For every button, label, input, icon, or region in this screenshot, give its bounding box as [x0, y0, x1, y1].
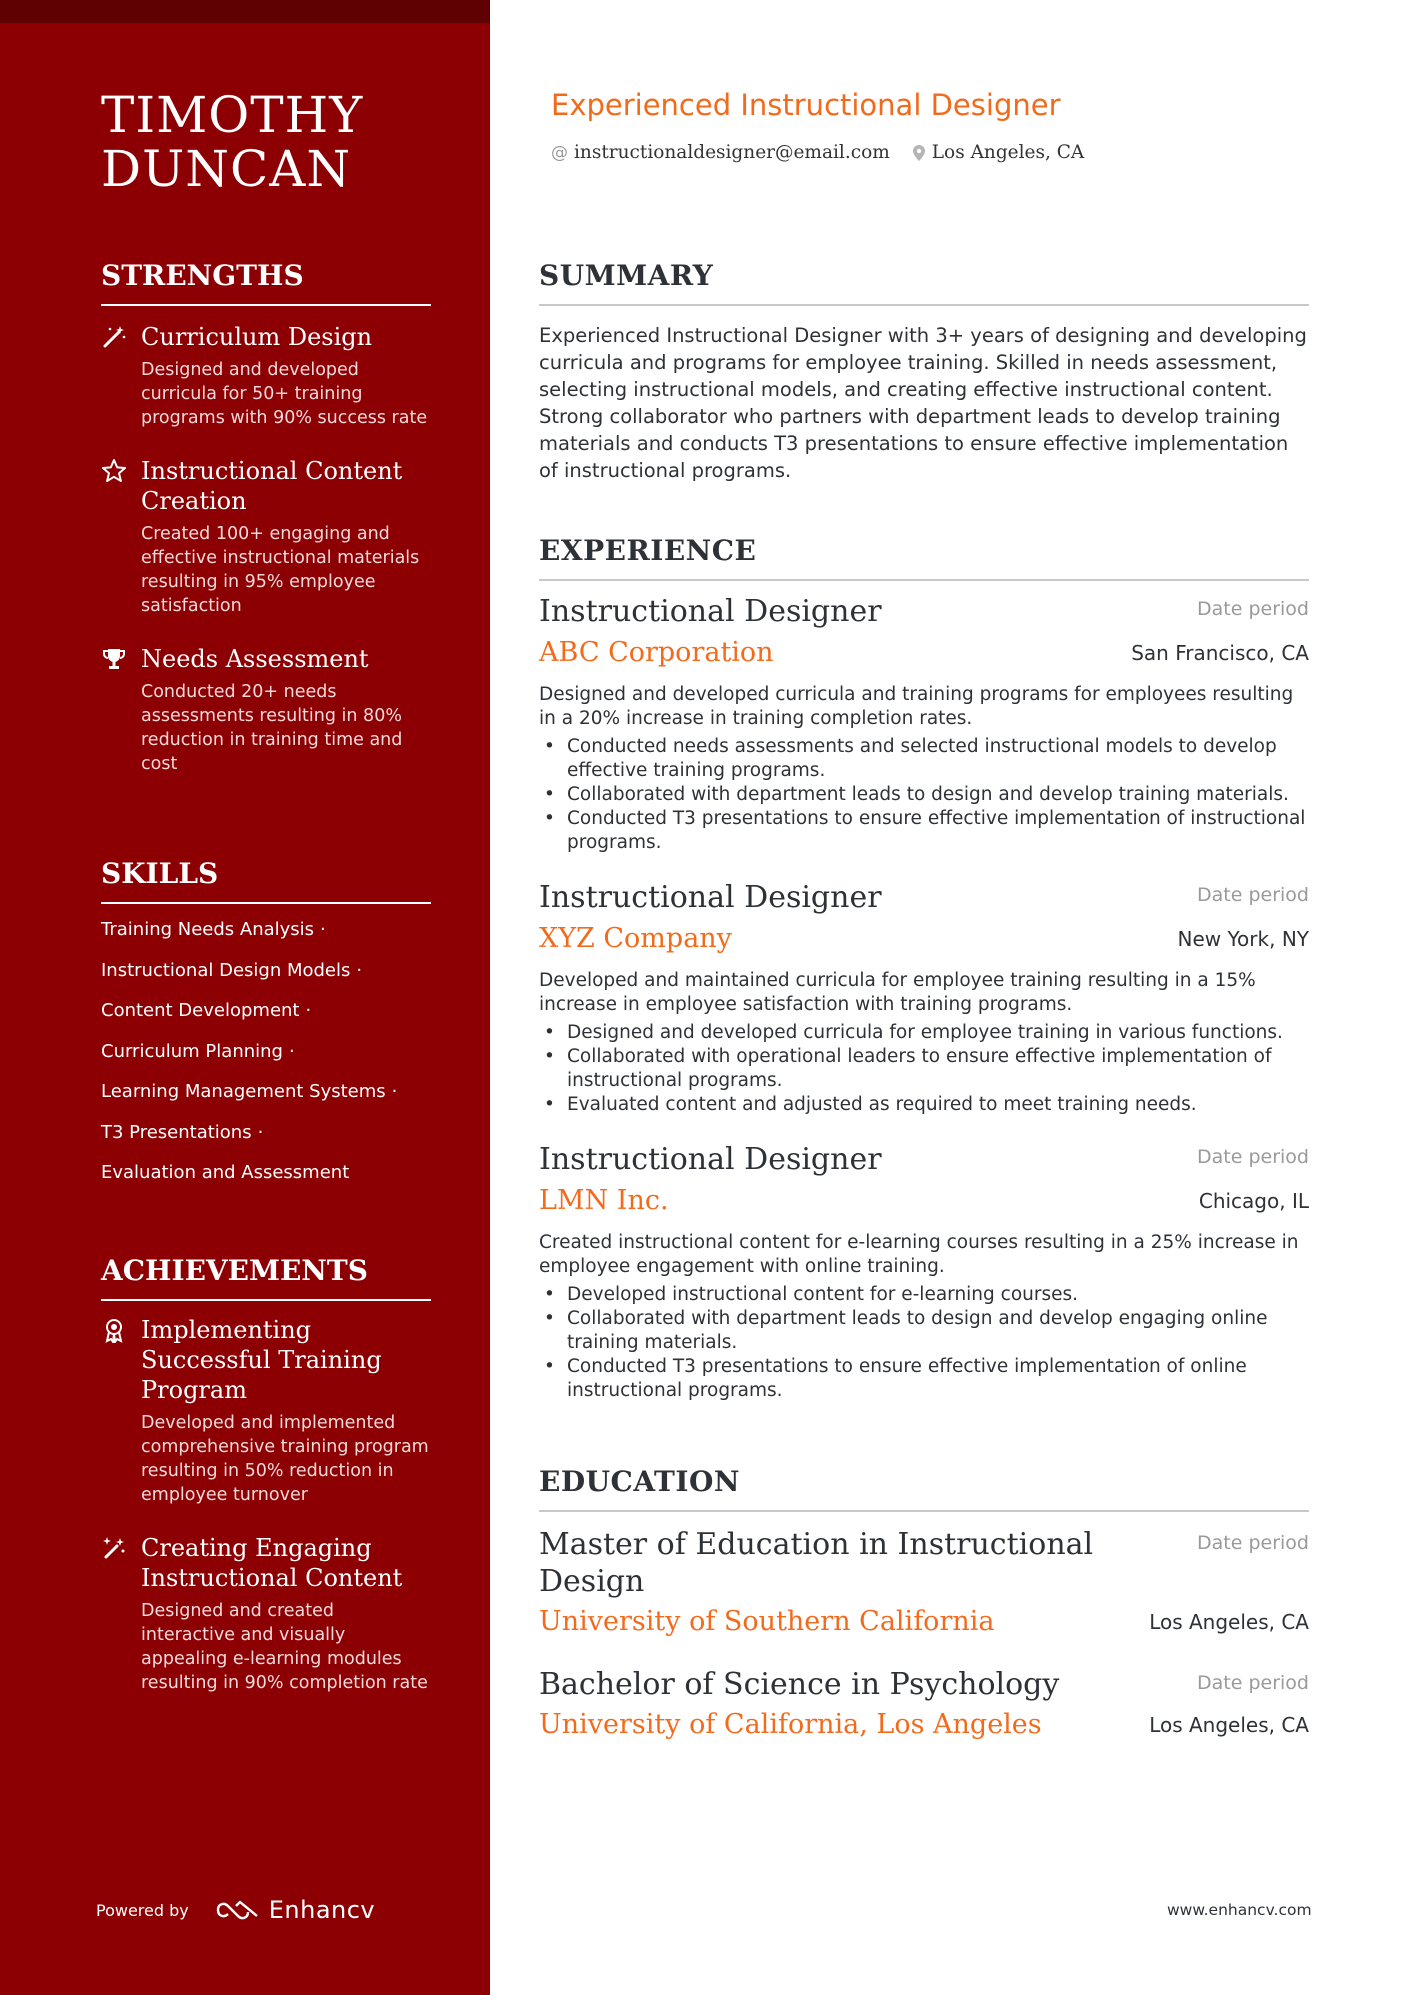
email-text: instructionaldesigner@email.com — [574, 142, 890, 163]
achievements-section — [101, 1253, 431, 1695]
location-pin-icon — [912, 144, 926, 162]
achievement-title: Implementing Successful Training Program — [141, 1316, 382, 1404]
skills-list — [101, 918, 431, 1185]
education-date: Date period — [1197, 1672, 1309, 1694]
strength-item — [101, 456, 431, 618]
experience-heading: EXPERIENCE — [539, 533, 1309, 581]
strength-desc: Conducted 20+ needs assessments resulting in 80% reduction in training time and cost — [141, 682, 403, 774]
summary-heading: SUMMARY — [539, 258, 1309, 306]
education-entry — [539, 1666, 1309, 1747]
job-location: San Francisco, CA — [1131, 641, 1309, 665]
achievements-heading: ACHIEVEMENTS — [101, 1253, 431, 1301]
at-icon: @ — [551, 142, 568, 163]
contact-info — [551, 142, 1106, 163]
footer-url[interactable]: www.enhancv.com — [1167, 1901, 1312, 1919]
strength-title: Curriculum Design — [141, 323, 373, 351]
strengths-section — [101, 258, 431, 776]
job-entry — [539, 593, 1309, 855]
achievement-item — [101, 1533, 431, 1695]
job-description: Created instructional content for e-learning courses resulting in a 25% increase in employee engagement with online training. — [539, 1232, 1299, 1277]
strength-desc: Designed and developed curricula for 50+ training programs with 90% success rate — [141, 360, 428, 428]
job-bullet: • Collaborated with operational leaders to ensure effective implementation of instructional programs. — [539, 1045, 1309, 1093]
summary-text: Experienced Instructional Designer with 3+ years of designing and developing curricula and programs for employee training. Skilled in needs assessment, selecting instructional models, and creating effective instructional content. Strong collaborator who partners with department leads to develop training materials and conducts T3 presentations to ensure effective implementation of instructional programs. — [539, 324, 1307, 482]
job-bullet: • Developed instructional content for e-learning courses. — [539, 1283, 1309, 1307]
job-company: LMN Inc. — [539, 1185, 669, 1216]
star-icon — [101, 458, 127, 484]
last-name: DUNCAN — [101, 140, 352, 198]
skill-item: Content Development · — [101, 1000, 312, 1021]
job-date: Date period — [1197, 598, 1309, 620]
job-bullet: • Collaborated with department leads to design and develop training materials. — [539, 783, 1309, 807]
job-bullet: • Conducted needs assessments and selected instructional models to develop effective training programs. — [539, 735, 1309, 783]
job-entry — [539, 1141, 1309, 1403]
powered-by-label: Powered by — [96, 1900, 189, 1920]
strength-title: Needs Assessment — [141, 645, 369, 673]
achievement-item — [101, 1315, 431, 1507]
first-name: TIMOTHY — [101, 86, 364, 144]
skill-item: Instructional Design Models · — [101, 959, 363, 981]
skill-item: Learning Management Systems · — [101, 1081, 398, 1102]
school-name: University of California, Los Angeles — [539, 1709, 1042, 1740]
job-company: ABC Corporation — [539, 637, 774, 668]
skills-section — [101, 856, 431, 1202]
job-company: XYZ Company — [539, 923, 732, 954]
candidate-name — [101, 88, 461, 196]
job-date: Date period — [1197, 884, 1309, 906]
job-description: Designed and developed curricula and training programs for employees resulting in a 20% increase in training completion rates. — [539, 684, 1294, 729]
job-bullets — [539, 1021, 1309, 1117]
degree-title: Bachelor of Science in Psychology — [539, 1667, 1060, 1702]
contact-email[interactable] — [551, 142, 890, 163]
trophy-icon — [101, 646, 127, 672]
award-medal-icon — [101, 1317, 127, 1343]
job-title: Instructional Designer — [539, 1142, 882, 1177]
achievement-title: Creating Engaging Instructional Content — [141, 1534, 403, 1592]
job-bullet: • Evaluated content and adjusted as required to meet training needs. — [539, 1093, 1309, 1117]
skill-item: T3 Presentations · — [101, 1121, 264, 1143]
job-bullets — [539, 1283, 1309, 1403]
strength-desc: Created 100+ engaging and effective instructional materials resulting in 95% employee satisfaction — [141, 524, 420, 616]
magic-wand-icon — [101, 324, 127, 350]
achievement-desc: Developed and implemented comprehensive training program resulting in 50% reduction in employee turnover — [141, 1413, 429, 1505]
job-bullets — [539, 735, 1309, 855]
strengths-heading: STRENGTHS — [101, 258, 431, 306]
experience-section — [539, 533, 1309, 1403]
school-name: University of Southern California — [539, 1606, 995, 1637]
job-location: New York, NY — [1177, 927, 1309, 951]
contact-location — [912, 142, 1085, 163]
sidebar-top-bar — [0, 0, 490, 23]
job-bullet: • Designed and developed curricula for employee training in various functions. — [539, 1021, 1309, 1045]
job-bullet: • Conducted T3 presentations to ensure effective implementation of online instructional programs. — [539, 1355, 1309, 1403]
education-section — [539, 1464, 1309, 1747]
education-date: Date period — [1197, 1532, 1309, 1554]
education-entry — [539, 1526, 1309, 1644]
strength-item — [101, 322, 431, 430]
education-heading: EDUCATION — [539, 1464, 1309, 1512]
job-location: Chicago, IL — [1198, 1189, 1309, 1213]
school-location: Los Angeles, CA — [1149, 1610, 1309, 1634]
degree-title: Master of Education in Instructional Design — [539, 1527, 1094, 1599]
location-text: Los Angeles, CA — [931, 142, 1085, 163]
sidebar — [0, 0, 490, 1995]
job-bullet: • Collaborated with department leads to design and develop engaging online training materials. — [539, 1307, 1309, 1355]
skill-item: Training Needs Analysis · — [101, 919, 326, 940]
skills-heading: SKILLS — [101, 856, 431, 904]
job-date: Date period — [1197, 1146, 1309, 1168]
job-description: Developed and maintained curricula for employee training resulting in a 15% increase in employee satisfaction with training programs. — [539, 970, 1256, 1015]
strength-item — [101, 644, 431, 776]
enhancv-logo[interactable] — [215, 1896, 375, 1924]
job-title: Instructional Designer — [539, 880, 882, 915]
job-bullet: • Conducted T3 presentations to ensure effective implementation of instructional programs. — [539, 807, 1309, 855]
sparkle-wand-icon — [101, 1535, 127, 1561]
job-entry — [539, 879, 1309, 1117]
job-title: Instructional Designer — [539, 594, 882, 629]
summary-section — [539, 258, 1309, 484]
enhancv-logo-icon — [215, 1899, 261, 1921]
powered-by — [96, 1896, 375, 1924]
skill-item: Curriculum Planning · — [101, 1040, 295, 1062]
skill-item: Evaluation and Assessment — [101, 1162, 350, 1183]
enhancv-brand: Enhancv — [268, 1896, 376, 1924]
achievement-desc: Designed and created interactive and visually appealing e-learning modules resulting in 90% completion rate — [141, 1601, 428, 1693]
headline: Experienced Instructional Designer — [551, 88, 1061, 122]
school-location: Los Angeles, CA — [1149, 1713, 1309, 1737]
strength-title: Instructional Content Creation — [141, 457, 403, 515]
